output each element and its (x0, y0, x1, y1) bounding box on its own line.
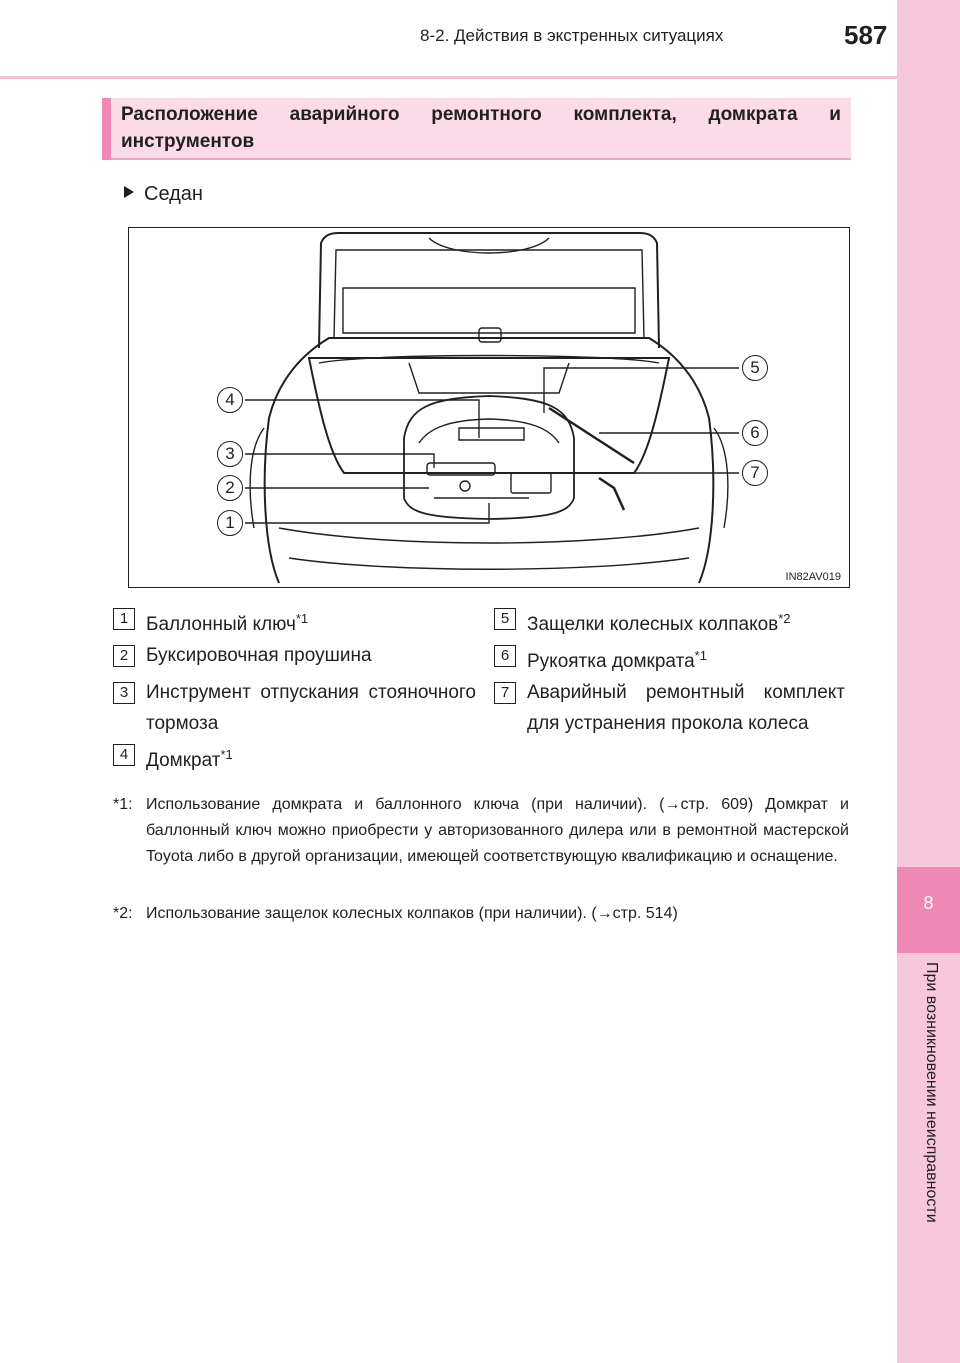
variant-label: Седан (144, 183, 203, 205)
figure-code: IN82AV019 (785, 571, 841, 583)
legend-num: 6 (494, 645, 516, 667)
callout-1: 1 (217, 510, 243, 536)
footnote-mark: *2: (113, 905, 133, 922)
footnote-text: Использование домкрата и баллонного ключа (при наличии). (→стр. 609) Домкрат и баллонный ключ можно приобрести у авторизованного дилера или в ремонтной мастерской Toyota либо в другой организации, имеющей соответствующую квалификацию и оснащение. (146, 796, 849, 865)
legend-text: Аварийный ремонтный комплект для устранения прокола колеса (527, 682, 845, 734)
bullet-triangle-icon (124, 186, 134, 198)
section-label: 8-2. Действия в экстренных ситуациях (420, 26, 724, 45)
footnote-2 (113, 901, 853, 931)
legend-text: Домкрат$^{*1}$ (146, 747, 233, 771)
footnote-text: Использование защелок колесных колпаков (при наличии). (→стр. 514) (146, 905, 678, 922)
callout-3: 3 (217, 441, 243, 467)
trunk-illustration (128, 227, 850, 588)
page-title: Расположение аварийного ремонтного комплекта, домкрата и инструментов (121, 104, 841, 152)
legend-text: Инструмент отпускания стояночного тормоза (146, 682, 476, 734)
chapter-number: 8 (923, 893, 934, 913)
footnote-mark: *1: (113, 796, 133, 813)
legend-text: Защелки колесных колпаков$^{*2}$ (527, 611, 791, 635)
legend-num: 5 (494, 608, 516, 630)
chapter-title: При возникновении неисправности (923, 962, 940, 1223)
callout-6: 6 (742, 420, 768, 446)
footnote-1 (113, 792, 853, 902)
legend-num: 2 (113, 645, 135, 667)
legend-num: 4 (113, 744, 135, 766)
header-divider (0, 76, 897, 79)
variant-bullet (124, 183, 203, 206)
legend-num: 7 (494, 682, 516, 704)
legend-text: Рукоятка домкрата$^{*1}$ (527, 648, 707, 672)
callout-7: 7 (742, 460, 768, 486)
legend-text: Буксировочная проушина (146, 645, 372, 666)
callout-4: 4 (217, 387, 243, 413)
title-accent-bar (102, 98, 111, 160)
callout-5: 5 (742, 355, 768, 381)
legend-num: 3 (113, 682, 135, 704)
legend-text: Баллонный ключ$^{*1}$ (146, 611, 309, 635)
page-number: 587 (844, 20, 888, 50)
callout-2: 2 (217, 475, 243, 501)
legend-num: 1 (113, 608, 135, 630)
